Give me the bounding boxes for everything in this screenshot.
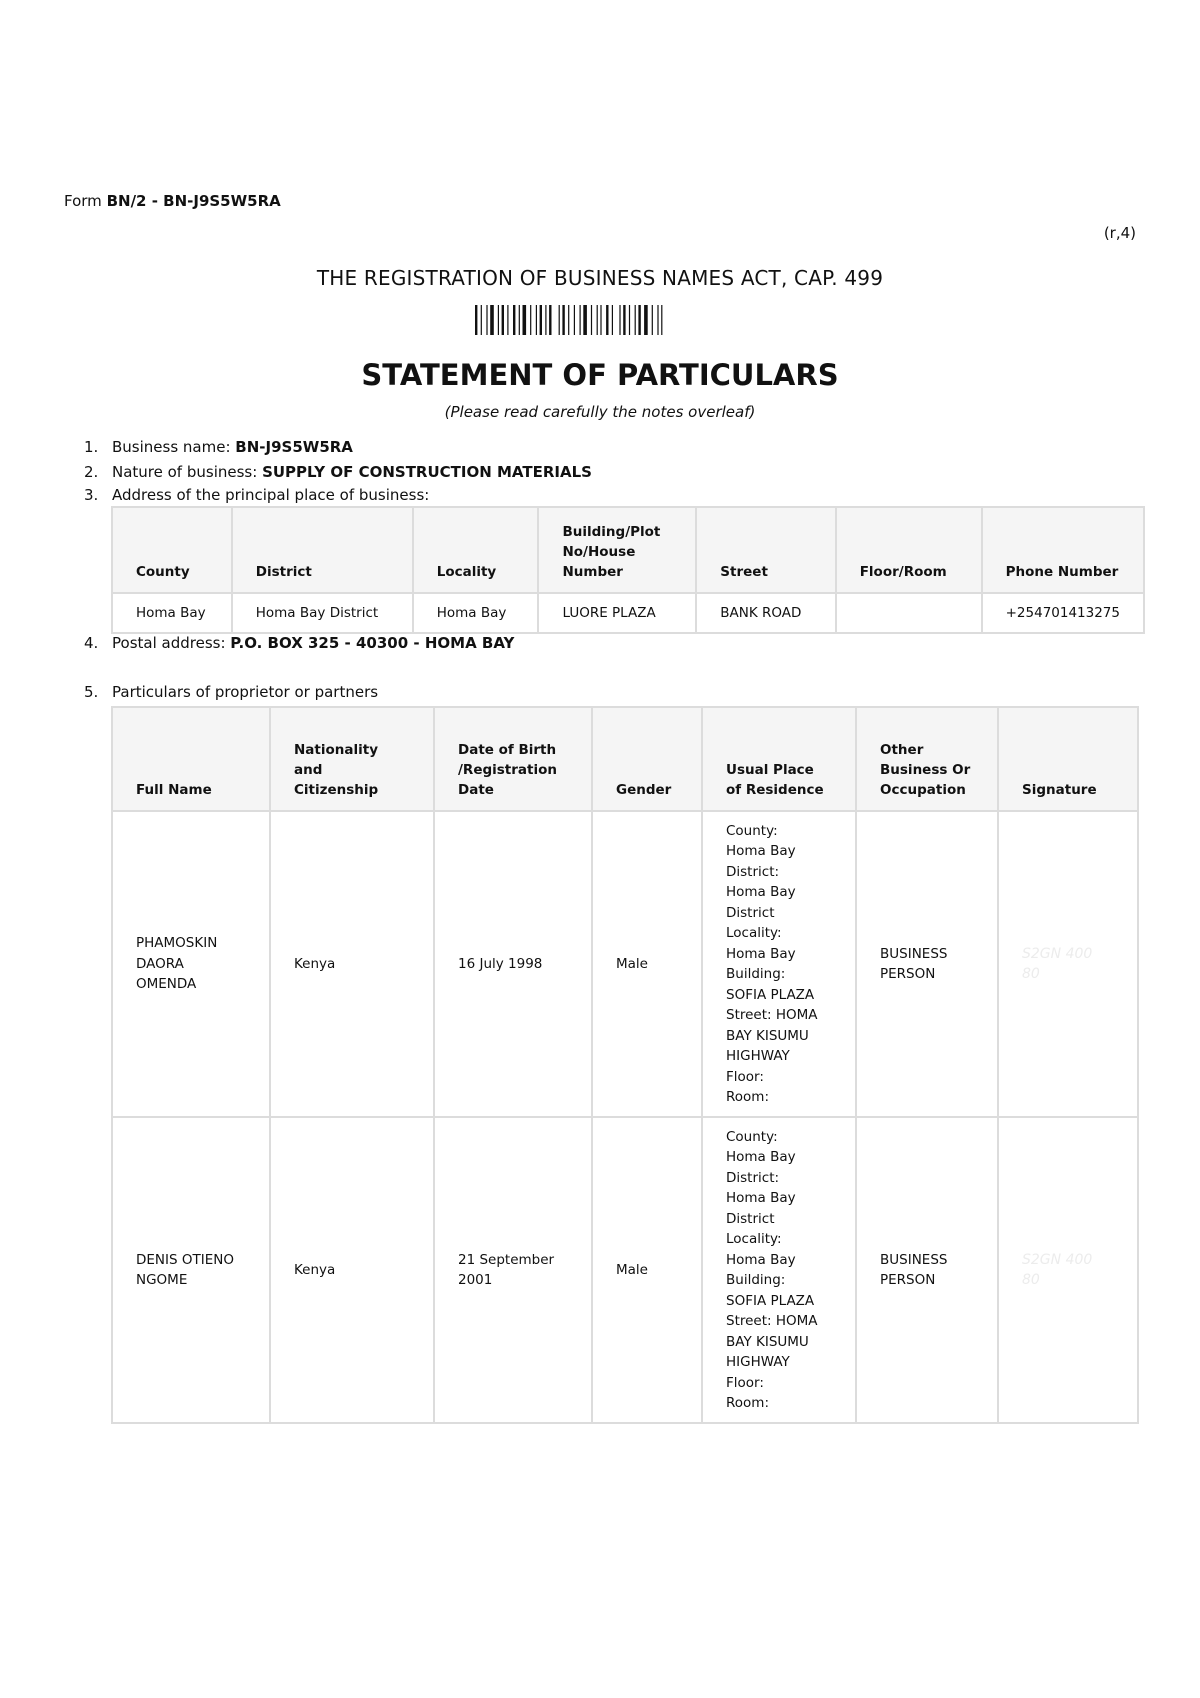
residence-line: Street: HOMA [726,1313,818,1329]
residence-line: Room: [726,1395,769,1411]
form-code: BN/2 - BN-J9S5W5RA [106,192,281,210]
residence-line: HIGHWAY [726,1048,790,1064]
table-row [112,593,1144,633]
table-row [112,1117,1138,1423]
item-nature-of-business: 2. Nature of business: SUPPLY OF CONSTRUCTION MATERIALS [84,463,592,481]
residence-line: Floor: [726,1374,764,1391]
residence-line: BAY KISUMU [726,1027,809,1044]
residence-line: Homa Bay [726,884,796,900]
address-table-header [112,507,1144,593]
residence-cell [702,811,856,1117]
table-cell: +254701413275 [982,593,1144,633]
full-name-cell: PHAMOSKIN DAORA OMENDA [112,811,270,1117]
nature-of-business-value: SUPPLY OF CONSTRUCTION MATERIALS [262,463,592,481]
residence-line: Locality: [726,1231,782,1247]
full-name-cell: DENIS OTIENO NGOME [112,1117,270,1423]
residence-line: Locality: [726,925,782,941]
residence-line: Homa Bay [726,1251,796,1268]
column-header: County [112,507,232,593]
column-header: Floor/Room [836,507,982,593]
table-cell: Homa Bay District [232,593,413,633]
date-of-birth-cell: 16 July 1998 [434,811,592,1117]
act-title: THE REGISTRATION OF BUSINESS NAMES ACT, CAP. 499 [316,266,884,290]
nationality-cell: Kenya [270,811,434,1117]
column-header: Nationality and Citizenship [270,707,434,811]
residence-line: Floor: [726,1068,764,1085]
residence-line: District: [726,1169,780,1186]
residence-line: District [726,1210,775,1227]
residence-line: Homa Bay [726,945,796,962]
column-header: Other Business Or Occupation [856,707,998,811]
business-name-value: BN-J9S5W5RA [235,438,353,456]
table-cell: Homa Bay [413,593,539,633]
page-subtitle: (Please read carefully the notes overleaf) [444,403,756,421]
item-business-name: 1. Business name: BN-J9S5W5RA [84,438,353,456]
table-cell: BANK ROAD [696,593,835,633]
occupation-cell: BUSINESS PERSON [856,811,998,1117]
column-header: Street [696,507,835,593]
item-particulars: 5. Particulars of proprietor or partners [84,683,379,701]
form-label: Form [64,192,102,210]
residence-line: County: [726,1128,778,1145]
residence-line: Homa Bay [726,1149,796,1165]
signature-cell: S2GN 400 80 [998,1117,1138,1423]
table-cell: LUORE PLAZA [538,593,696,633]
residence-line: Room: [726,1089,769,1105]
residence-line: SOFIA PLAZA [726,1292,815,1309]
page-title: STATEMENT OF PARTICULARS [361,358,839,392]
column-header: Signature [998,707,1138,811]
column-header: Date of Birth /Registration Date [434,707,592,811]
nationality-cell: Kenya [270,1117,434,1423]
residence-line: County: [726,822,778,839]
residence-line: Building: [726,1272,786,1288]
item-principal-address: 3. Address of the principal place of business: [84,486,430,504]
residence-line: BAY KISUMU [726,1333,809,1350]
postal-address-value: P.O. BOX 325 - 40300 - HOMA BAY [230,634,515,652]
signature-cell: S2GN 400 80 [998,811,1138,1117]
residence-line: Street: HOMA [726,1007,818,1023]
gender-cell: Male [592,811,702,1117]
column-header: District [232,507,413,593]
partners-table [111,706,1139,1424]
column-header: Usual Place of Residence [702,707,856,811]
date-of-birth-cell: 21 September 2001 [434,1117,592,1423]
residence-line: District [726,904,775,921]
column-header: Locality [413,507,539,593]
table-cell [836,593,982,633]
residence-line: SOFIA PLAZA [726,986,815,1003]
column-header: Gender [592,707,702,811]
residence-line: Homa Bay [726,843,796,859]
partners-table-header [112,707,1138,811]
residence-line: Homa Bay [726,1190,796,1206]
barcode [475,305,725,335]
column-header: Building/Plot No/House Number [538,507,696,593]
residence-cell [702,1117,856,1423]
residence-line: District: [726,863,780,880]
rule-reference: (r,4) [1103,224,1136,242]
column-header: Full Name [112,707,270,811]
address-table [111,506,1145,634]
occupation-cell: BUSINESS PERSON [856,1117,998,1423]
table-cell: Homa Bay [112,593,232,633]
gender-cell: Male [592,1117,702,1423]
table-row [112,811,1138,1117]
residence-line: HIGHWAY [726,1354,790,1370]
column-header: Phone Number [982,507,1144,593]
form-identifier [64,192,281,210]
item-postal-address: 4. Postal address: P.O. BOX 325 - 40300 - HOMA BAY [84,634,515,652]
residence-line: Building: [726,966,786,982]
